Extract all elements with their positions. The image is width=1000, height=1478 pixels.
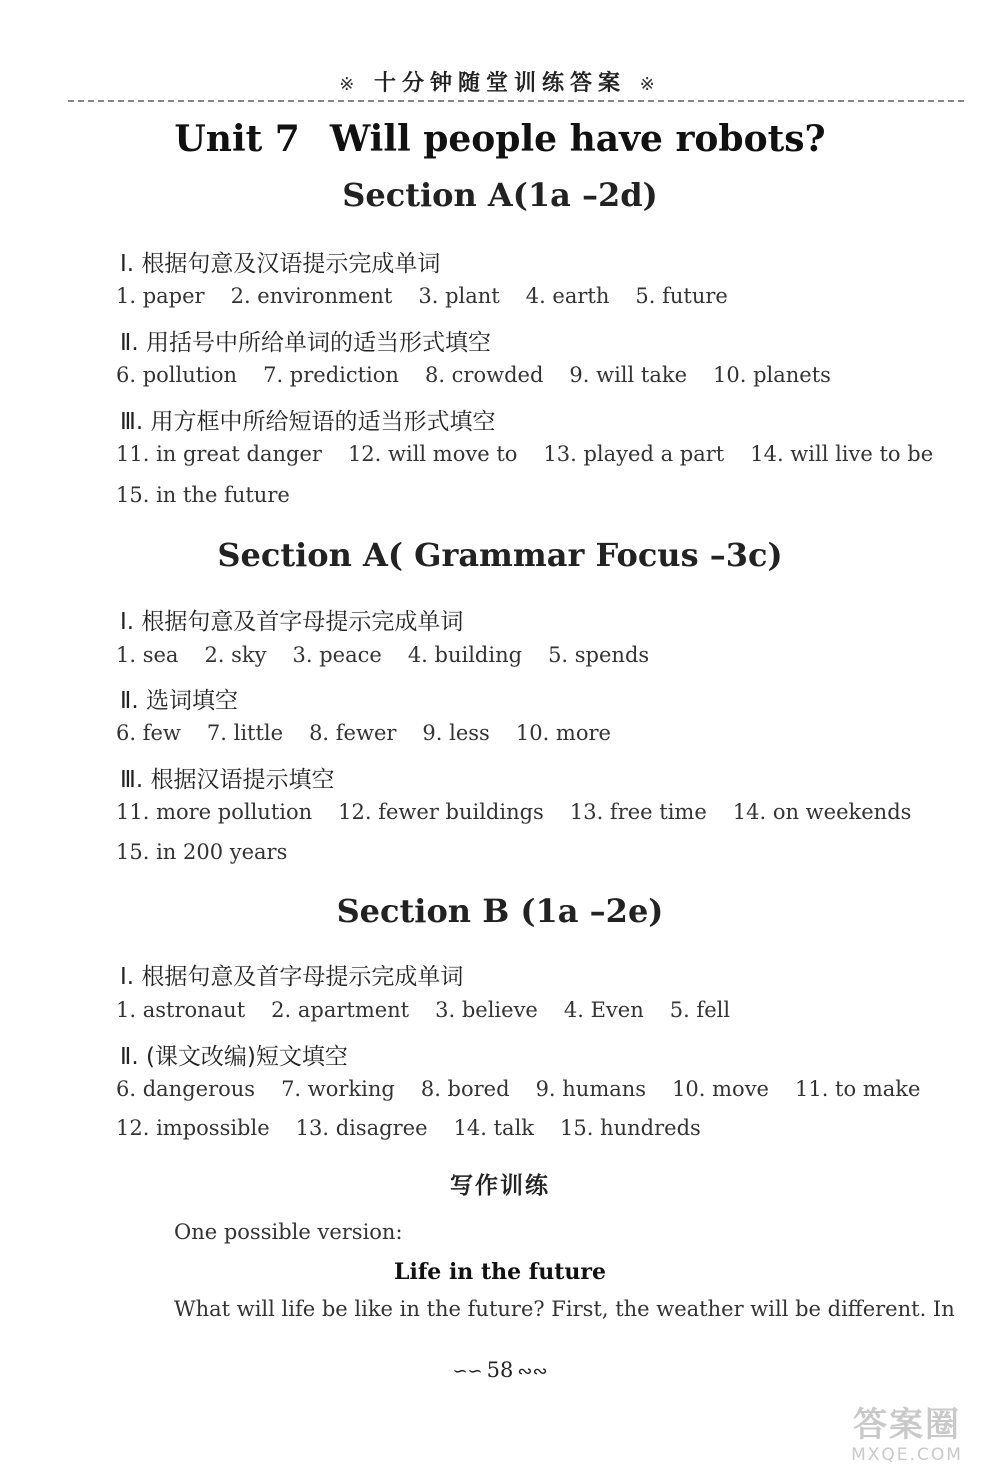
answer-item: 4. Even bbox=[563, 998, 644, 1022]
answer-item: 8. crowded bbox=[424, 363, 544, 387]
answer-item: 3. peace bbox=[292, 643, 382, 667]
answer-item: 14. will live to be bbox=[750, 442, 934, 466]
answer-line bbox=[116, 284, 936, 308]
section-title: Section A(1a –2d) bbox=[342, 176, 658, 214]
answer-item: 4. earth bbox=[525, 284, 610, 308]
question-heading: Ⅰ. 根据句意及首字母提示完成单词 bbox=[120, 609, 464, 635]
unit-title bbox=[0, 118, 1000, 160]
answer-item: 6. dangerous bbox=[116, 1077, 256, 1101]
answer-item: 3. plant bbox=[418, 284, 500, 308]
watermark-logo bbox=[822, 1405, 992, 1471]
answer-item: 5. fell bbox=[669, 998, 731, 1022]
answer-item: 12. will move to bbox=[347, 442, 518, 466]
answer-item: 12. impossible bbox=[116, 1116, 270, 1140]
answer-line bbox=[116, 483, 936, 507]
answer-item: 8. bored bbox=[420, 1077, 510, 1101]
answer-item: 5. spends bbox=[548, 643, 650, 667]
answer-item: 15. hundreds bbox=[560, 1116, 701, 1140]
left-ornament-icon: ∽∽ bbox=[452, 1361, 483, 1382]
question-heading: Ⅱ. 用括号中所给单词的适当形式填空 bbox=[120, 330, 491, 356]
question-heading: Ⅲ. 用方框中所给短语的适当形式填空 bbox=[120, 409, 496, 435]
header-divider bbox=[68, 100, 964, 102]
answer-item: 7. working bbox=[281, 1077, 395, 1101]
answer-item: 7. little bbox=[206, 721, 284, 745]
header-title: 十分钟随堂训练答案 bbox=[373, 71, 626, 96]
essay-body: What will life be like in the future? First, the weather will be different. In bbox=[174, 1297, 955, 1321]
answer-item: 15. in 200 years bbox=[116, 840, 288, 864]
question-heading: Ⅱ. 选词填空 bbox=[120, 688, 238, 714]
writing-title: 写作训练 bbox=[450, 1173, 550, 1199]
answer-item: 13. played a part bbox=[543, 442, 725, 466]
answer-item: 9. humans bbox=[535, 1077, 647, 1101]
question-heading: Ⅰ. 根据句意及汉语提示完成单词 bbox=[120, 251, 441, 277]
page-number bbox=[0, 1358, 1000, 1382]
answer-item: 11. more pollution bbox=[116, 800, 313, 824]
answer-item: 9. will take bbox=[569, 363, 688, 387]
answer-item: 2. sky bbox=[204, 643, 267, 667]
answer-item: 5. future bbox=[635, 284, 728, 308]
answer-item: 10. planets bbox=[713, 363, 831, 387]
section-title: Section A( Grammar Focus –3c) bbox=[217, 536, 783, 574]
answer-item: 6. pollution bbox=[116, 363, 238, 387]
answer-item: 7. prediction bbox=[263, 363, 399, 387]
answer-line bbox=[116, 800, 936, 824]
answer-item: 1. sea bbox=[116, 643, 179, 667]
answer-line bbox=[116, 998, 936, 1022]
watermark-text: 答案圈 bbox=[853, 1405, 961, 1445]
watermark-url: MXQE.COM bbox=[851, 1445, 963, 1465]
answer-item: 6. few bbox=[116, 721, 181, 745]
answer-line bbox=[116, 363, 936, 387]
answer-item: 10. more bbox=[515, 721, 611, 745]
answer-item: 12. fewer buildings bbox=[338, 800, 544, 824]
ornament-icon: ※ bbox=[639, 74, 661, 95]
answer-item: 1. paper bbox=[116, 284, 205, 308]
answer-item: 11. in great danger bbox=[116, 442, 322, 466]
ornament-icon: ※ bbox=[339, 74, 361, 95]
answer-item: 11. to make bbox=[794, 1077, 921, 1101]
answer-line bbox=[116, 840, 936, 864]
question-heading: Ⅱ. (课文改编)短文填空 bbox=[120, 1044, 348, 1070]
page-number-value: 58 bbox=[486, 1358, 514, 1382]
answer-line bbox=[116, 1116, 936, 1140]
unit-question: Will people have robots? bbox=[329, 118, 826, 160]
answer-line bbox=[116, 442, 936, 466]
answer-item: 2. environment bbox=[230, 284, 393, 308]
answer-line bbox=[116, 643, 936, 667]
answer-item: 14. on weekends bbox=[732, 800, 912, 824]
answer-item: 10. move bbox=[672, 1077, 769, 1101]
version-label: One possible version: bbox=[174, 1220, 403, 1244]
answer-line bbox=[116, 1077, 936, 1101]
answer-item: 3. believe bbox=[435, 998, 538, 1022]
question-heading: Ⅰ. 根据句意及首字母提示完成单词 bbox=[120, 964, 464, 990]
page-header bbox=[0, 66, 1000, 97]
answer-item: 9. less bbox=[422, 721, 490, 745]
answer-item: 8. fewer bbox=[309, 721, 397, 745]
answer-item: 14. talk bbox=[453, 1116, 535, 1140]
essay-title: Life in the future bbox=[394, 1259, 606, 1285]
answer-item: 1. astronaut bbox=[116, 998, 246, 1022]
answer-line bbox=[116, 721, 936, 745]
question-heading: Ⅲ. 根据汉语提示填空 bbox=[120, 767, 335, 793]
answer-item: 13. disagree bbox=[295, 1116, 428, 1140]
section-title: Section B (1a –2e) bbox=[336, 892, 664, 930]
answer-item: 15. in the future bbox=[116, 483, 290, 507]
unit-number: Unit 7 bbox=[174, 118, 300, 160]
answer-item: 4. building bbox=[407, 643, 523, 667]
answer-item: 2. apartment bbox=[271, 998, 410, 1022]
answer-item: 13. free time bbox=[569, 800, 707, 824]
right-ornament-icon: ∾∾ bbox=[517, 1361, 548, 1382]
